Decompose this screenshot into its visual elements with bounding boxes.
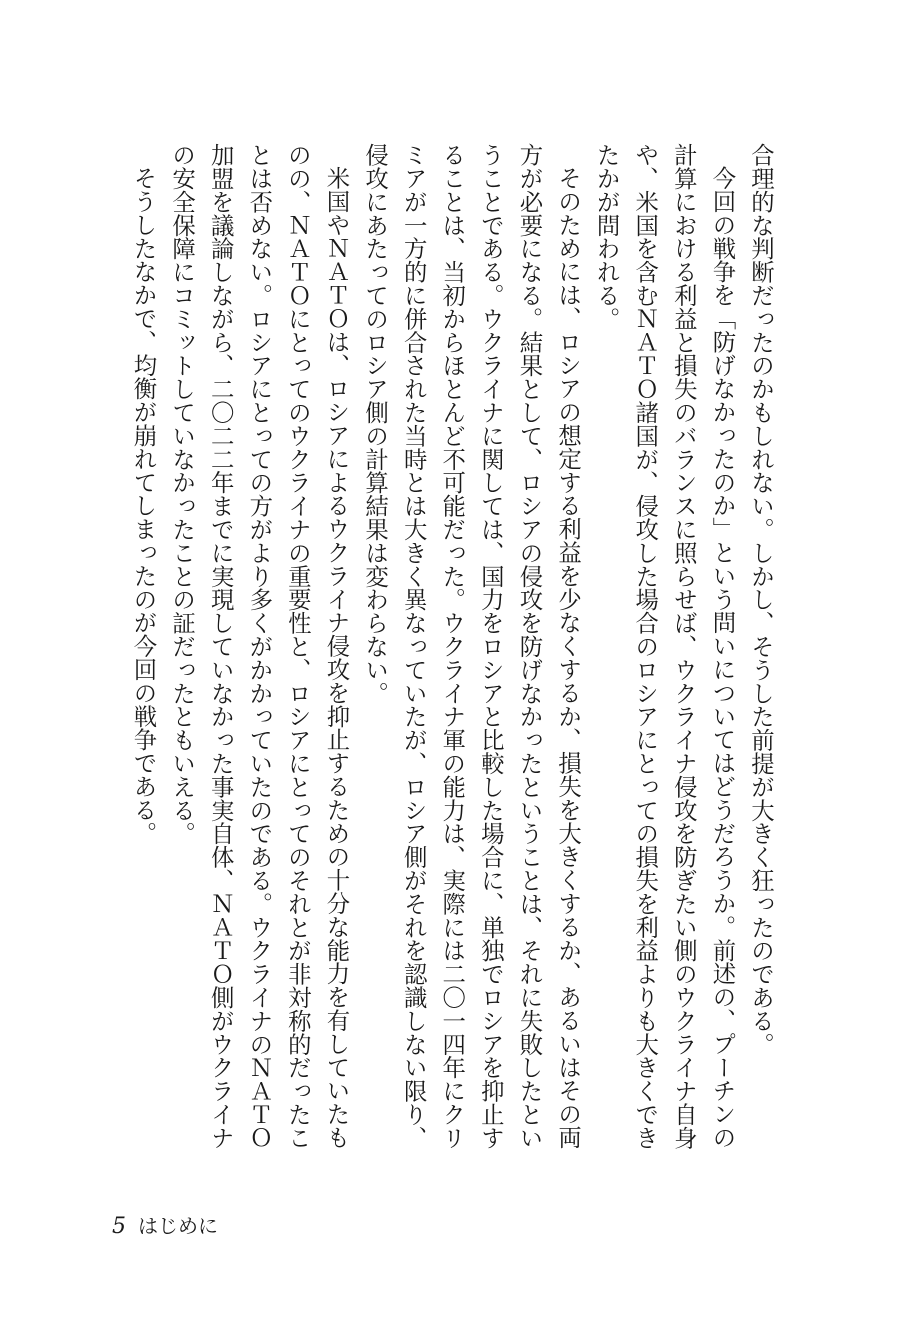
text-line: や、米国を含むＮＡＴＯ諸国が、侵攻した場合のロシアにとっての損失を利益よりも大きくでき <box>631 143 660 1150</box>
body-text <box>124 143 780 1183</box>
text-line: ることは、当初からほとんど不可能だった。ウクライナ軍の能力は、実際には二〇一四年にクリ <box>438 143 467 1150</box>
text-line: ミアが一方的に併合された当時とは大きく異なっていたが、ロシア側がそれを認識しない限り、 <box>399 143 428 1150</box>
text-line: 加盟を議論しながら、二〇二二年までに実現していなかった事実自体、ＮＡＴＯ側がウクライナ <box>206 143 235 1150</box>
text-line: 計算における利益と損失のバランスに照らせば、ウクライナ侵攻を防ぎたい側のウクライナ自身 <box>669 143 698 1150</box>
text-line: そうしたなかで、均衡が崩れてしまったのが今回の戦争である。 <box>129 166 158 845</box>
text-line: 米国やＮＡＴＯは、ロシアによるウクライナ侵攻を抑止するための十分な能力を有していたも <box>322 166 351 1149</box>
text-line: のの、ＮＡＴＯにとってのウクライナの重要性と、ロシアにとってのそれとが非対称的だったこ <box>283 143 312 1150</box>
text-line: うことである。ウクライナに関しては、国力をロシアと比較した場合に、単独でロシアを抑止す <box>476 143 505 1150</box>
text-line: 今回の戦争を「防げなかったのか」という問いについてはどうだろうか。前述の、プーチンの <box>708 166 737 1149</box>
text-line: そのためには、ロシアの想定する利益を少なくするか、損失を大きくするか、あるいはその両 <box>554 166 583 1149</box>
page-footer <box>112 1210 218 1239</box>
text-line: たかが問われる。 <box>592 143 621 331</box>
text-line: 侵攻にあたってのロシア側の計算結果は変わらない。 <box>361 143 390 705</box>
page-number: 5 <box>112 1214 126 1239</box>
text-line: 方が必要になる。結果として、ロシアの侵攻を防げなかったということは、それに失敗したとい <box>515 143 544 1150</box>
text-line: 合理的な判断だったのかもしれない。しかし、そうした前提が大きく狂ったのである。 <box>747 143 775 1056</box>
text-line: とは否めない。ロシアにとっての方がより多くがかかっていたのである。ウクライナのＮＡＴＯ <box>245 143 274 1150</box>
text-line: の安全保障にコミットしていなかったことの証だったともいえる。 <box>168 143 197 845</box>
section-title: はじめに <box>138 1214 218 1238</box>
